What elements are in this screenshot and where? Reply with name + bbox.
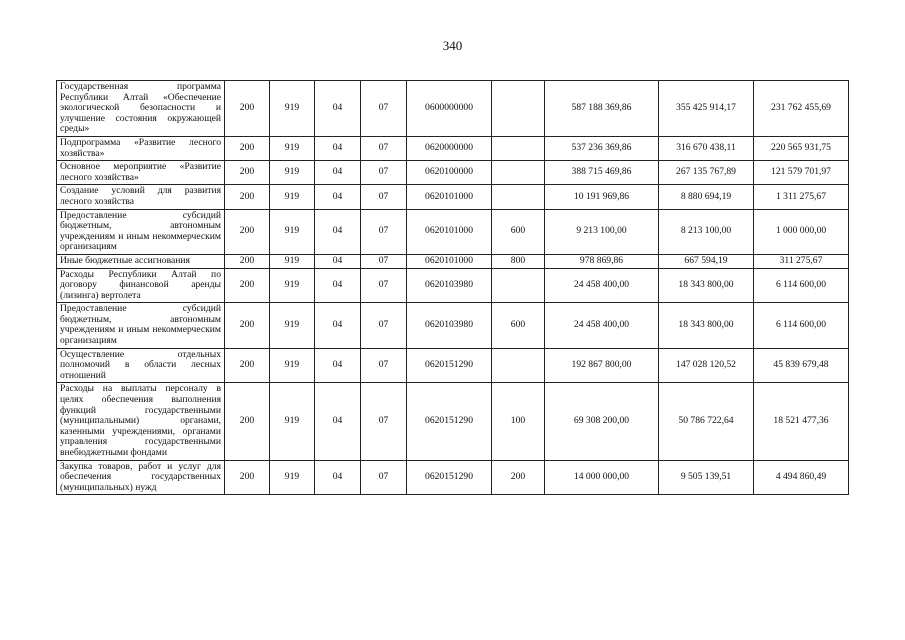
row-target-article: 0620101000 [407,209,492,254]
row-amount-1: 978 869,86 [545,254,659,268]
row-code-4: 07 [361,268,407,303]
table-row [57,161,849,185]
row-code-1: 200 [225,268,270,303]
row-code-4: 07 [361,136,407,160]
row-expense-type: 600 [492,303,545,348]
row-code-4: 07 [361,185,407,209]
row-code-4: 07 [361,383,407,460]
row-code-1: 200 [225,136,270,160]
row-expense-type: 800 [492,254,545,268]
row-name: Осуществление отдельных полномочий в области лесных отношений [57,348,225,383]
row-target-article: 0600000000 [407,81,492,137]
row-amount-3: 1 311 275,67 [754,185,849,209]
row-amount-1: 388 715 469,86 [545,161,659,185]
row-name: Иные бюджетные ассигнования [57,254,225,268]
row-amount-1: 537 236 369,86 [545,136,659,160]
row-name: Закупка товаров, работ и услуг для обеспечения государственных (муниципальных) нужд [57,460,225,495]
row-code-3: 04 [315,81,361,137]
row-target-article: 0620151290 [407,348,492,383]
row-expense-type [492,268,545,303]
row-code-4: 07 [361,161,407,185]
row-amount-3: 311 275,67 [754,254,849,268]
page-number: 340 [442,38,463,53]
row-code-2: 919 [270,161,315,185]
row-code-2: 919 [270,209,315,254]
row-amount-3: 121 579 701,97 [754,161,849,185]
row-name: Создание условий для развития лесного хозяйства [57,185,225,209]
row-amount-1: 14 000 000,00 [545,460,659,495]
row-amount-1: 9 213 100,00 [545,209,659,254]
row-amount-1: 24 458 400,00 [545,303,659,348]
row-amount-1: 69 308 200,00 [545,383,659,460]
row-target-article: 0620101000 [407,185,492,209]
row-expense-type [492,161,545,185]
row-name: Предоставление субсидий бюджетным, автономным учреждениям и иным некоммерческим организациям [57,209,225,254]
row-code-3: 04 [315,209,361,254]
row-code-2: 919 [270,383,315,460]
row-code-1: 200 [225,161,270,185]
row-code-1: 200 [225,185,270,209]
row-code-4: 07 [361,303,407,348]
row-expense-type [492,81,545,137]
table-row [57,209,849,254]
row-name: Подпрограмма «Развитие лесного хозяйства» [57,136,225,160]
row-expense-type: 100 [492,383,545,460]
table-row [57,268,849,303]
row-amount-1: 10 191 969,86 [545,185,659,209]
row-name: Расходы на выплаты персоналу в целях обеспечения выполнения функций государственными (муниципальными) органами, казенными учреждениями, органами управления государственными внебюджетными фондами [57,383,225,460]
table-row [57,303,849,348]
table-row [57,81,849,137]
row-amount-3: 4 494 860,49 [754,460,849,495]
table-row [57,348,849,383]
row-code-3: 04 [315,383,361,460]
row-name: Расходы Республики Алтай по договору финансовой аренды (лизинга) вертолета [57,268,225,303]
row-expense-type [492,185,545,209]
row-code-2: 919 [270,254,315,268]
row-amount-1: 587 188 369,86 [545,81,659,137]
row-target-article: 0620103980 [407,268,492,303]
row-code-2: 919 [270,460,315,495]
row-expense-type: 200 [492,460,545,495]
row-target-article: 0620151290 [407,460,492,495]
row-target-article: 0620151290 [407,383,492,460]
row-amount-2: 9 505 139,51 [659,460,754,495]
row-code-1: 200 [225,348,270,383]
row-target-article: 0620100000 [407,161,492,185]
row-amount-2: 267 135 767,89 [659,161,754,185]
row-amount-2: 18 343 800,00 [659,268,754,303]
row-target-article: 0620000000 [407,136,492,160]
row-name: Основное мероприятие «Развитие лесного хозяйства» [57,161,225,185]
row-amount-3: 220 565 931,75 [754,136,849,160]
row-target-article: 0620103980 [407,303,492,348]
row-code-4: 07 [361,348,407,383]
row-code-2: 919 [270,348,315,383]
row-name: Предоставление субсидий бюджетным, автономным учреждениям и иным некоммерческим организациям [57,303,225,348]
row-name: Государственная программа Республики Алтай «Обеспечение экологической безопасности и улучшение состояния окружающей среды» [57,81,225,137]
row-amount-3: 1 000 000,00 [754,209,849,254]
row-amount-1: 24 458 400,00 [545,268,659,303]
row-code-3: 04 [315,460,361,495]
table-row [57,136,849,160]
row-amount-2: 18 343 800,00 [659,303,754,348]
row-amount-3: 231 762 455,69 [754,81,849,137]
row-code-1: 200 [225,460,270,495]
row-amount-2: 8 880 694,19 [659,185,754,209]
row-amount-2: 147 028 120,52 [659,348,754,383]
row-code-1: 200 [225,303,270,348]
row-amount-1: 192 867 800,00 [545,348,659,383]
row-code-3: 04 [315,185,361,209]
table-row [57,383,849,460]
row-amount-2: 50 786 722,64 [659,383,754,460]
row-expense-type [492,136,545,160]
row-code-3: 04 [315,303,361,348]
row-code-3: 04 [315,268,361,303]
row-code-1: 200 [225,383,270,460]
row-amount-3: 6 114 600,00 [754,303,849,348]
row-code-2: 919 [270,303,315,348]
row-code-2: 919 [270,185,315,209]
row-expense-type: 600 [492,209,545,254]
row-amount-2: 355 425 914,17 [659,81,754,137]
table-row [57,254,849,268]
row-amount-2: 316 670 438,11 [659,136,754,160]
table-row [57,185,849,209]
row-code-1: 200 [225,254,270,268]
row-code-4: 07 [361,254,407,268]
row-code-1: 200 [225,81,270,137]
row-amount-3: 6 114 600,00 [754,268,849,303]
row-amount-3: 18 521 477,36 [754,383,849,460]
row-code-4: 07 [361,460,407,495]
row-amount-2: 667 594,19 [659,254,754,268]
row-code-3: 04 [315,348,361,383]
row-code-4: 07 [361,209,407,254]
budget-table [56,80,849,495]
row-target-article: 0620101000 [407,254,492,268]
row-code-3: 04 [315,254,361,268]
row-code-1: 200 [225,209,270,254]
row-code-4: 07 [361,81,407,137]
row-code-2: 919 [270,81,315,137]
row-amount-3: 45 839 679,48 [754,348,849,383]
table-row [57,460,849,495]
row-code-2: 919 [270,136,315,160]
row-expense-type [492,348,545,383]
row-code-2: 919 [270,268,315,303]
row-code-3: 04 [315,136,361,160]
row-code-3: 04 [315,161,361,185]
row-amount-2: 8 213 100,00 [659,209,754,254]
